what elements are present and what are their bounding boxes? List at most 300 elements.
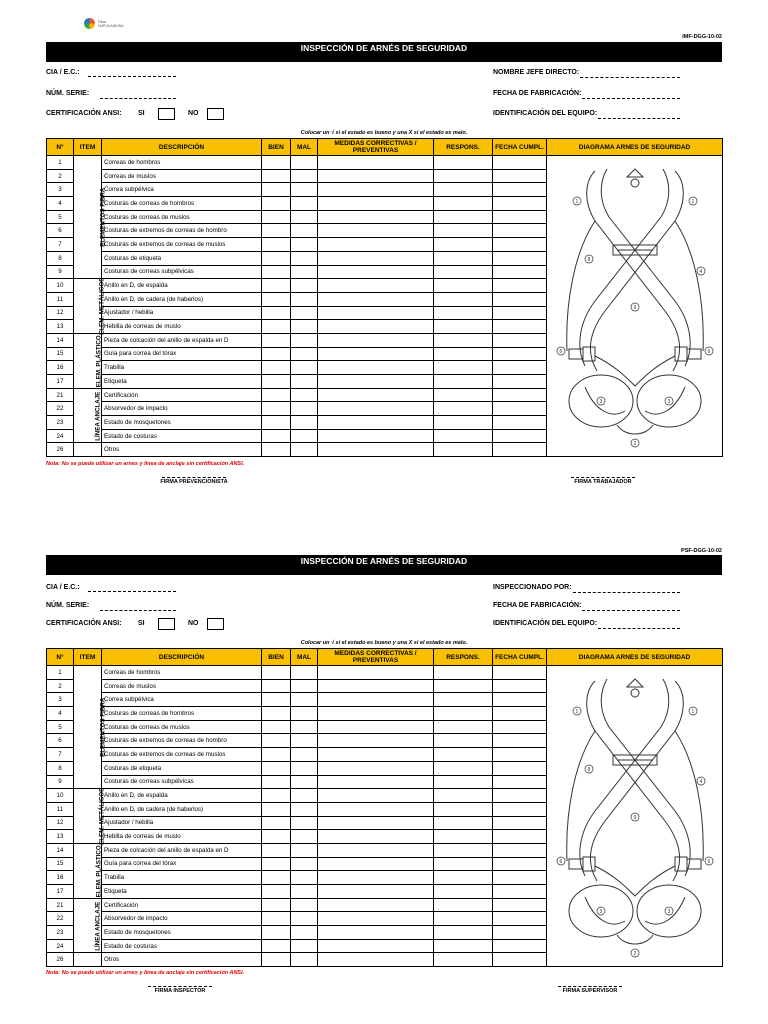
fecha-cell[interactable] [493, 898, 547, 912]
bien-cell[interactable] [262, 666, 291, 680]
bien-cell[interactable] [262, 197, 291, 211]
equipo-field[interactable] [598, 628, 680, 629]
medidas-cell[interactable] [318, 292, 434, 306]
medidas-cell[interactable] [318, 388, 434, 402]
harness-diagram-cell [547, 666, 723, 967]
cert-si-checkbox[interactable] [158, 108, 175, 120]
bien-cell[interactable] [262, 238, 291, 252]
bien-cell[interactable] [262, 183, 291, 197]
medidas-cell[interactable] [318, 693, 434, 707]
row-number: 11 [47, 292, 74, 306]
bien-cell[interactable] [262, 388, 291, 402]
item-group-label: ELEM. METÁLICOS [98, 278, 106, 336]
mal-cell[interactable] [291, 802, 318, 816]
fecha-cell[interactable] [493, 388, 547, 402]
row-number: 23 [47, 416, 74, 430]
mal-cell[interactable] [291, 402, 318, 416]
table-row [47, 666, 723, 680]
medidas-cell[interactable] [318, 333, 434, 347]
fecha-cell[interactable] [493, 734, 547, 748]
fecha-cell[interactable] [493, 279, 547, 293]
mal-cell[interactable] [291, 857, 318, 871]
svg-text:8: 8 [587, 767, 590, 774]
respons-cell[interactable] [434, 679, 493, 693]
row-number: 10 [47, 789, 74, 803]
respons-cell[interactable] [434, 224, 493, 238]
instruction-text: Colocar un √ si el estado es bueno y una X si el estado es malo. [300, 640, 468, 646]
medidas-cell[interactable] [318, 197, 434, 211]
mal-cell[interactable] [291, 429, 318, 443]
respons-cell[interactable] [434, 251, 493, 265]
fecha-cell[interactable] [493, 169, 547, 183]
mal-cell[interactable] [291, 666, 318, 680]
fecha-cell[interactable] [493, 885, 547, 899]
mal-cell[interactable] [291, 333, 318, 347]
fecha-cell[interactable] [493, 748, 547, 762]
respons-cell[interactable] [434, 789, 493, 803]
mal-cell[interactable] [291, 416, 318, 430]
row-number: 13 [47, 830, 74, 844]
item-group [74, 388, 102, 443]
medidas-cell[interactable] [318, 156, 434, 170]
respons-cell[interactable] [434, 183, 493, 197]
svg-text:1: 1 [691, 199, 694, 206]
medidas-cell[interactable] [318, 416, 434, 430]
mal-cell[interactable] [291, 238, 318, 252]
mal-cell[interactable] [291, 251, 318, 265]
mal-cell[interactable] [291, 388, 318, 402]
respons-cell[interactable] [434, 939, 493, 953]
medidas-cell[interactable] [318, 251, 434, 265]
mal-cell[interactable] [291, 748, 318, 762]
row-number: 6 [47, 734, 74, 748]
medidas-cell[interactable] [318, 320, 434, 334]
mal-cell[interactable] [291, 912, 318, 926]
bien-cell[interactable] [262, 210, 291, 224]
cert-no-checkbox[interactable] [207, 108, 224, 120]
bien-cell[interactable] [262, 926, 291, 940]
cert-no-checkbox[interactable] [207, 618, 224, 630]
fecha-cell[interactable] [493, 926, 547, 940]
serie-field[interactable] [100, 610, 176, 611]
respons-cell[interactable] [434, 666, 493, 680]
respons-cell[interactable] [434, 926, 493, 940]
bien-cell[interactable] [262, 775, 291, 789]
fecha-cell[interactable] [493, 210, 547, 224]
medidas-cell[interactable] [318, 898, 434, 912]
equipo-field[interactable] [598, 118, 680, 119]
fecha-cell[interactable] [493, 816, 547, 830]
bien-cell[interactable] [262, 871, 291, 885]
mal-cell[interactable] [291, 679, 318, 693]
logo-subtext: NUEVA ANDINA [98, 24, 124, 28]
fecha-cell[interactable] [493, 720, 547, 734]
inspeccionado-field[interactable] [573, 592, 680, 593]
serie-label: NÚM. SERIE: [46, 602, 90, 609]
medidas-cell[interactable] [318, 748, 434, 762]
medidas-cell[interactable] [318, 224, 434, 238]
medidas-cell[interactable] [318, 402, 434, 416]
form-code: IMF-DGG-10-02 [682, 34, 722, 40]
mal-cell[interactable] [291, 375, 318, 389]
bien-cell[interactable] [262, 402, 291, 416]
signature-right[interactable] [530, 986, 650, 994]
bien-cell[interactable] [262, 375, 291, 389]
fecha-cell[interactable] [493, 871, 547, 885]
fecha-cell[interactable] [493, 347, 547, 361]
mal-cell[interactable] [291, 197, 318, 211]
row-number: 12 [47, 306, 74, 320]
fecha-cell[interactable] [493, 707, 547, 721]
mal-cell[interactable] [291, 707, 318, 721]
bien-cell[interactable] [262, 898, 291, 912]
bien-cell[interactable] [262, 693, 291, 707]
fecha-cell[interactable] [493, 265, 547, 279]
mal-cell[interactable] [291, 693, 318, 707]
mal-cell[interactable] [291, 720, 318, 734]
mal-cell[interactable] [291, 775, 318, 789]
fecha-cell[interactable] [493, 183, 547, 197]
medidas-cell[interactable] [318, 443, 434, 457]
medidas-cell[interactable] [318, 830, 434, 844]
bien-cell[interactable] [262, 830, 291, 844]
medidas-cell[interactable] [318, 857, 434, 871]
row-description: Costuras de correas subpélvicas [102, 265, 262, 279]
respons-cell[interactable] [434, 320, 493, 334]
header-descripcion: DESCRIPCIÓN [102, 649, 262, 666]
mal-cell[interactable] [291, 265, 318, 279]
fecha-cell[interactable] [493, 238, 547, 252]
medidas-cell[interactable] [318, 789, 434, 803]
bien-cell[interactable] [262, 224, 291, 238]
fabricacion-label: FECHA DE FABRICACIÓN: [493, 602, 582, 609]
row-number: 5 [47, 210, 74, 224]
row-description: Costuras de correas de muslos [102, 210, 262, 224]
fecha-cell[interactable] [493, 939, 547, 953]
respons-cell[interactable] [434, 388, 493, 402]
mal-cell[interactable] [291, 156, 318, 170]
fabricacion-field[interactable] [582, 98, 680, 99]
fecha-cell[interactable] [493, 953, 547, 967]
respons-cell[interactable] [434, 238, 493, 252]
bien-cell[interactable] [262, 679, 291, 693]
bien-cell[interactable] [262, 279, 291, 293]
row-description: Anillo en D, de cadera (de haberlos) [102, 802, 262, 816]
harness-diagram [555, 161, 715, 451]
header-bien: BIEN [262, 139, 291, 156]
row-description: Hebilla de correas de muslo [102, 320, 262, 334]
respons-cell[interactable] [434, 197, 493, 211]
cert-si-label: SI [138, 110, 145, 117]
svg-text:3: 3 [667, 909, 670, 916]
row-number: 26 [47, 953, 74, 967]
bien-cell[interactable] [262, 953, 291, 967]
respons-cell[interactable] [434, 306, 493, 320]
respons-cell[interactable] [434, 720, 493, 734]
medidas-cell[interactable] [318, 361, 434, 375]
bien-cell[interactable] [262, 443, 291, 457]
medidas-cell[interactable] [318, 734, 434, 748]
medidas-cell[interactable] [318, 885, 434, 899]
respons-cell[interactable] [434, 169, 493, 183]
row-description: Otros [102, 443, 262, 457]
cert-si-checkbox[interactable] [158, 618, 175, 630]
fecha-cell[interactable] [493, 197, 547, 211]
bien-cell[interactable] [262, 361, 291, 375]
cia-field[interactable] [88, 76, 176, 77]
medidas-cell[interactable] [318, 429, 434, 443]
bien-cell[interactable] [262, 251, 291, 265]
fecha-cell[interactable] [493, 251, 547, 265]
signature-left[interactable] [120, 986, 240, 994]
row-description: Costuras de extremos de correas de hombro [102, 734, 262, 748]
medidas-cell[interactable] [318, 183, 434, 197]
bien-cell[interactable] [262, 857, 291, 871]
svg-text:6: 6 [559, 349, 562, 356]
medidas-cell[interactable] [318, 375, 434, 389]
respons-cell[interactable] [434, 265, 493, 279]
mal-cell[interactable] [291, 169, 318, 183]
fecha-cell[interactable] [493, 443, 547, 457]
mal-cell[interactable] [291, 292, 318, 306]
header-mal: MAL [291, 139, 318, 156]
mal-cell[interactable] [291, 789, 318, 803]
item-group-label: ELEM. METÁLICOS [98, 788, 106, 846]
mal-cell[interactable] [291, 953, 318, 967]
mal-cell[interactable] [291, 224, 318, 238]
medidas-cell[interactable] [318, 679, 434, 693]
bien-cell[interactable] [262, 707, 291, 721]
header-medidas: MEDIDAS CORRECTIVAS / PREVENTIVAS [318, 649, 434, 666]
medidas-cell[interactable] [318, 816, 434, 830]
mal-cell[interactable] [291, 347, 318, 361]
bien-cell[interactable] [262, 939, 291, 953]
respons-cell[interactable] [434, 843, 493, 857]
medidas-cell[interactable] [318, 666, 434, 680]
medidas-cell[interactable] [318, 843, 434, 857]
fecha-cell[interactable] [493, 156, 547, 170]
respons-cell[interactable] [434, 775, 493, 789]
bien-cell[interactable] [262, 802, 291, 816]
medidas-cell[interactable] [318, 775, 434, 789]
fecha-cell[interactable] [493, 775, 547, 789]
mal-cell[interactable] [291, 443, 318, 457]
bien-cell[interactable] [262, 885, 291, 899]
respons-cell[interactable] [434, 898, 493, 912]
respons-cell[interactable] [434, 734, 493, 748]
bien-cell[interactable] [262, 720, 291, 734]
company-logo [84, 17, 144, 33]
fabricacion-field[interactable] [582, 610, 680, 611]
fecha-cell[interactable] [493, 429, 547, 443]
mal-cell[interactable] [291, 939, 318, 953]
mal-cell[interactable] [291, 306, 318, 320]
bien-cell[interactable] [262, 347, 291, 361]
respons-cell[interactable] [434, 693, 493, 707]
mal-cell[interactable] [291, 734, 318, 748]
medidas-cell[interactable] [318, 912, 434, 926]
fecha-cell[interactable] [493, 830, 547, 844]
equipo-label: IDENTIFICACIÓN DEL EQUIPO: [493, 110, 598, 117]
cia-label: CIA / E.C.: [46, 584, 80, 591]
mal-cell[interactable] [291, 361, 318, 375]
svg-text:2: 2 [633, 951, 636, 958]
fecha-cell[interactable] [493, 320, 547, 334]
bien-cell[interactable] [262, 734, 291, 748]
bien-cell[interactable] [262, 169, 291, 183]
row-number: 14 [47, 843, 74, 857]
mal-cell[interactable] [291, 926, 318, 940]
jefe-field[interactable] [580, 77, 680, 78]
respons-cell[interactable] [434, 953, 493, 967]
fecha-cell[interactable] [493, 666, 547, 680]
respons-cell[interactable] [434, 292, 493, 306]
respons-cell[interactable] [434, 156, 493, 170]
svg-text:6: 6 [707, 859, 710, 866]
medidas-cell[interactable] [318, 871, 434, 885]
mal-cell[interactable] [291, 871, 318, 885]
medidas-cell[interactable] [318, 802, 434, 816]
respons-cell[interactable] [434, 210, 493, 224]
row-description: Costuras de correas de muslos [102, 720, 262, 734]
header-diagrama: DIAGRAMA ARNES DE SEGURIDAD [547, 139, 723, 156]
respons-cell[interactable] [434, 802, 493, 816]
respons-cell[interactable] [434, 443, 493, 457]
respons-cell[interactable] [434, 402, 493, 416]
bien-cell[interactable] [262, 292, 291, 306]
mal-cell[interactable] [291, 898, 318, 912]
fecha-cell[interactable] [493, 843, 547, 857]
bien-cell[interactable] [262, 320, 291, 334]
row-description: Estado de mosquetones [102, 416, 262, 430]
medidas-cell[interactable] [318, 761, 434, 775]
respons-cell[interactable] [434, 361, 493, 375]
mal-cell[interactable] [291, 843, 318, 857]
svg-text:9: 9 [633, 305, 636, 312]
fecha-cell[interactable] [493, 416, 547, 430]
bien-cell[interactable] [262, 416, 291, 430]
row-number: 24 [47, 429, 74, 443]
bien-cell[interactable] [262, 789, 291, 803]
fecha-cell[interactable] [493, 333, 547, 347]
mal-cell[interactable] [291, 816, 318, 830]
row-number: 9 [47, 775, 74, 789]
equipo-label: IDENTIFICACIÓN DEL EQUIPO: [493, 620, 598, 627]
item-group-label: ELEM. PLÁSTICO [95, 845, 103, 898]
bien-cell[interactable] [262, 843, 291, 857]
respons-cell[interactable] [434, 885, 493, 899]
item-group-empty [74, 953, 102, 967]
mal-cell[interactable] [291, 830, 318, 844]
fecha-cell[interactable] [493, 402, 547, 416]
fecha-cell[interactable] [493, 693, 547, 707]
medidas-cell[interactable] [318, 939, 434, 953]
header-respons: RESPONS. [434, 139, 493, 156]
medidas-cell[interactable] [318, 279, 434, 293]
fecha-cell[interactable] [493, 679, 547, 693]
fecha-cell[interactable] [493, 802, 547, 816]
fecha-cell[interactable] [493, 857, 547, 871]
medidas-cell[interactable] [318, 210, 434, 224]
header-item: ITEM [74, 649, 102, 666]
respons-cell[interactable] [434, 830, 493, 844]
medidas-cell[interactable] [318, 347, 434, 361]
item-group [74, 788, 106, 846]
bien-cell[interactable] [262, 912, 291, 926]
respons-cell[interactable] [434, 857, 493, 871]
bien-cell[interactable] [262, 816, 291, 830]
svg-text:2: 2 [633, 441, 636, 448]
mal-cell[interactable] [291, 761, 318, 775]
mal-cell[interactable] [291, 183, 318, 197]
signature-left[interactable] [134, 477, 254, 485]
respons-cell[interactable] [434, 429, 493, 443]
respons-cell[interactable] [434, 761, 493, 775]
medidas-cell[interactable] [318, 238, 434, 252]
fecha-cell[interactable] [493, 375, 547, 389]
row-number: 4 [47, 197, 74, 211]
respons-cell[interactable] [434, 707, 493, 721]
medidas-cell[interactable] [318, 707, 434, 721]
serie-field[interactable] [100, 98, 176, 99]
fecha-cell[interactable] [493, 761, 547, 775]
mal-cell[interactable] [291, 210, 318, 224]
mal-cell[interactable] [291, 320, 318, 334]
bien-cell[interactable] [262, 429, 291, 443]
fecha-cell[interactable] [493, 306, 547, 320]
mal-cell[interactable] [291, 279, 318, 293]
respons-cell[interactable] [434, 912, 493, 926]
respons-cell[interactable] [434, 375, 493, 389]
table-row [47, 156, 723, 170]
fecha-cell[interactable] [493, 361, 547, 375]
fecha-cell[interactable] [493, 292, 547, 306]
respons-cell[interactable] [434, 748, 493, 762]
respons-cell[interactable] [434, 347, 493, 361]
medidas-cell[interactable] [318, 926, 434, 940]
respons-cell[interactable] [434, 816, 493, 830]
respons-cell[interactable] [434, 871, 493, 885]
medidas-cell[interactable] [318, 720, 434, 734]
row-number: 1 [47, 666, 74, 680]
row-number: 4 [47, 707, 74, 721]
bien-cell[interactable] [262, 156, 291, 170]
medidas-cell[interactable] [318, 169, 434, 183]
respons-cell[interactable] [434, 333, 493, 347]
bien-cell[interactable] [262, 306, 291, 320]
bien-cell[interactable] [262, 748, 291, 762]
svg-text:1: 1 [691, 709, 694, 716]
bien-cell[interactable] [262, 761, 291, 775]
fecha-cell[interactable] [493, 789, 547, 803]
bien-cell[interactable] [262, 265, 291, 279]
mal-cell[interactable] [291, 885, 318, 899]
medidas-cell[interactable] [318, 306, 434, 320]
row-description: Costuras de etiqueta [102, 761, 262, 775]
medidas-cell[interactable] [318, 953, 434, 967]
signature-right[interactable] [543, 477, 663, 485]
fecha-cell[interactable] [493, 224, 547, 238]
medidas-cell[interactable] [318, 265, 434, 279]
cia-field[interactable] [88, 591, 176, 592]
bien-cell[interactable] [262, 333, 291, 347]
row-description: Costuras de extremos de correas de muslos [102, 238, 262, 252]
header-num: N° [47, 649, 74, 666]
fecha-cell[interactable] [493, 912, 547, 926]
row-number: 7 [47, 238, 74, 252]
respons-cell[interactable] [434, 279, 493, 293]
respons-cell[interactable] [434, 416, 493, 430]
